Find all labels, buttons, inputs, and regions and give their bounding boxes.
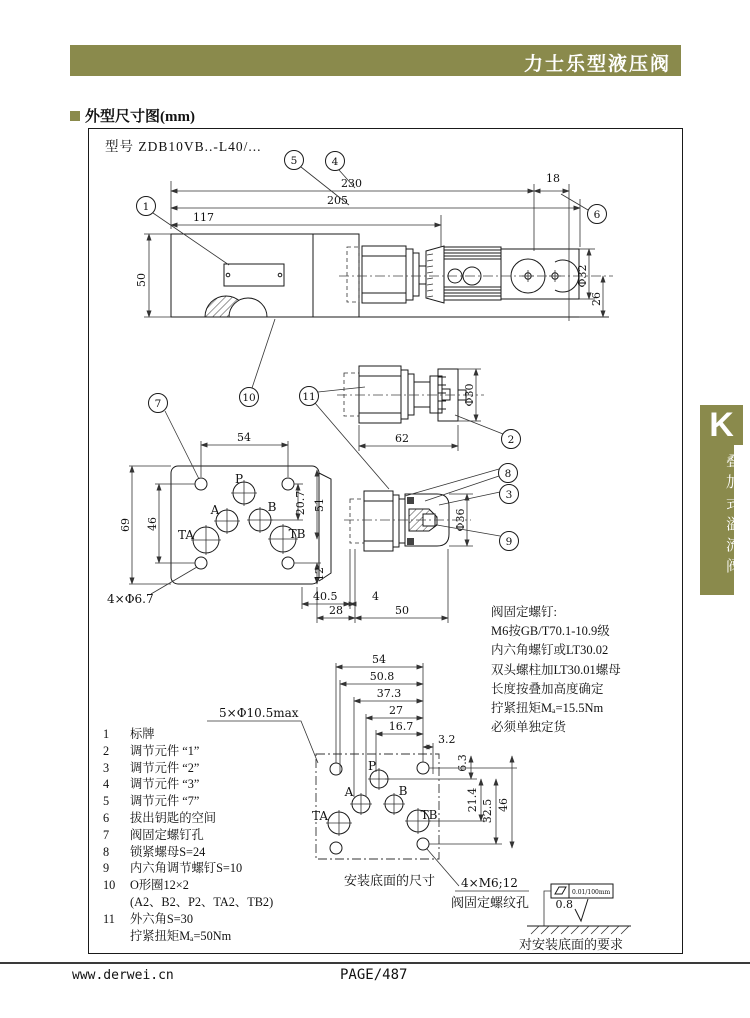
port-label-ta2: TA [311, 809, 329, 823]
legend-item: 11 外六角S=30 [103, 911, 193, 926]
dim-32-5: 32.5 [481, 798, 494, 824]
balloon-4 [326, 152, 345, 171]
balloon-5 [285, 151, 304, 170]
header-bar [70, 45, 681, 76]
dim-50b: 50 [395, 604, 409, 617]
svg-text:5: 5 [290, 155, 298, 167]
fix-note-line: 阀固定螺钉: [491, 605, 557, 619]
dim-6-3: 6.3 [456, 754, 469, 772]
drawing-area [88, 128, 683, 954]
fix-note-line: 必须单独定货 [491, 720, 567, 735]
dim-69: 69 [119, 518, 132, 532]
dim-4: 4 [372, 590, 379, 603]
roughness-value: 0.8 [555, 898, 573, 911]
legend-item: 3 调节元件 “2” [103, 760, 200, 775]
balloon-7 [149, 394, 168, 413]
fix-note-line: 内六角螺钉或LT30.02 [491, 643, 609, 658]
dim-27: 27 [389, 704, 403, 717]
square-bullet-icon [70, 111, 80, 121]
legend-item: 1 标牌 [103, 727, 155, 741]
dim-62: 62 [395, 432, 409, 445]
dim-b54: 54 [372, 653, 386, 666]
legend-list [101, 726, 331, 944]
balloon-8 [499, 464, 518, 483]
svg-text:3: 3 [505, 489, 513, 501]
thread-caption: 阀固定螺纹孔 [451, 895, 530, 910]
port-label-p2: P [367, 759, 377, 773]
dim-205: 205 [327, 194, 348, 207]
svg-text:7: 7 [154, 398, 162, 410]
footer-website: www.derwei.cn [72, 968, 174, 983]
legend-item: 7 阀固定螺钉孔 [103, 827, 204, 842]
dim-16-7: 16.7 [388, 720, 414, 733]
balloon-9 [500, 532, 519, 551]
page-title: 力士乐型液压阀 [523, 54, 671, 75]
port-label-p: P [234, 472, 244, 486]
dim-b46: 46 [497, 798, 510, 812]
side-tab-label: 叠加式溢流阀 [724, 453, 740, 579]
dim-phi32: Φ32 [576, 264, 589, 288]
dim-37-3: 37.3 [376, 687, 402, 700]
balloon-11 [300, 387, 319, 406]
legend-item: 5 调节元件 “7” [103, 794, 200, 809]
port-label-b: B [267, 500, 277, 514]
side-tab[interactable] [700, 445, 740, 595]
port-label-a2: A [344, 785, 354, 799]
dim-230: 230 [341, 177, 362, 190]
footer-page-number: PAGE/487 [340, 967, 408, 983]
bottom-view-caption: 安装底面的尺寸 [344, 873, 436, 888]
port-label-ta: TA [177, 528, 195, 542]
footer-divider [0, 962, 750, 964]
legend-item: 8 锁紧螺母S=24 [103, 844, 206, 859]
port-label-a: A [210, 503, 220, 517]
legend-item: 4 调节元件 “3” [103, 777, 200, 792]
dim-3-2: 3.2 [438, 733, 456, 746]
section-view-linework [344, 491, 471, 551]
svg-text:6: 6 [593, 209, 601, 221]
fix-note-line: 双头螺柱加LT30.01螺母 [491, 662, 621, 677]
legend-item: 9 内六角调节螺钉S=10 [103, 861, 243, 876]
dim-50-8: 50.8 [369, 670, 395, 683]
port-label-tb2: TB [420, 808, 438, 822]
dim-18: 18 [546, 172, 560, 185]
svg-text:11: 11 [302, 391, 316, 403]
balloon-leaders [153, 167, 588, 536]
dim-20-7: 20.7 [294, 490, 307, 516]
thread-label: 4×M6;12 [461, 876, 518, 890]
side-tab-letter[interactable]: K [700, 405, 743, 445]
mid-view-dimensions [359, 369, 481, 451]
svg-text:8: 8 [504, 468, 512, 480]
legend-item: 拧紧扭矩Mₐ=50Nm [130, 928, 232, 943]
surface-requirement [519, 884, 631, 952]
top-view-linework [171, 234, 613, 317]
balloon-6 [588, 205, 607, 224]
dim-12: 12 [313, 567, 326, 581]
fix-note-line: M6按GB/T70.1-10.9级 [491, 624, 610, 639]
legend-item: 10 O形圈12×2 [103, 878, 189, 893]
legend-item: 6 拔出钥匙的空间 [103, 810, 217, 825]
dim-54: 54 [237, 431, 251, 444]
section-heading [70, 105, 195, 126]
hole-label-5xphi10-5: 5×Φ10.5max [219, 706, 299, 720]
svg-text:4: 4 [331, 156, 339, 168]
balloon-10 [240, 388, 259, 407]
mid-view-linework [337, 366, 484, 423]
flatness-value: 0.01/100mm [572, 889, 611, 896]
legend-item: 2 调节元件 “1” [103, 743, 200, 758]
balloon-1 [137, 197, 156, 216]
dim-46: 46 [146, 517, 159, 531]
port-label-b2: B [398, 784, 408, 798]
dim-117: 117 [193, 211, 214, 224]
balloon-3 [500, 485, 519, 504]
svg-text:1: 1 [142, 201, 150, 213]
balloon-2 [502, 430, 521, 449]
port-label-tb: TB [288, 527, 306, 541]
dim-21-4: 21.4 [466, 787, 479, 813]
fix-note-line: 拧紧扭矩Mₐ=15.5Nm [491, 701, 604, 716]
surface-caption: 对安装底面的要求 [519, 937, 624, 952]
dim-50: 50 [135, 273, 148, 287]
bottom-view-linework [316, 754, 439, 859]
section-title: 外型尺寸图(mm) [85, 109, 195, 125]
dim-51: 51 [313, 498, 326, 512]
svg-text:9: 9 [505, 536, 513, 548]
dim-26: 26 [590, 292, 603, 306]
model-number: 型号 ZDB10VB..-L40/... [105, 139, 262, 154]
legend-item: (A2、B2、P2、TA2、TB2) [130, 894, 274, 909]
fix-note-line: 长度按叠加高度确定 [491, 681, 604, 696]
svg-text:2: 2 [507, 434, 515, 446]
dim-phi30: Φ30 [463, 383, 476, 407]
dim-28: 28 [329, 604, 343, 617]
svg-text:10: 10 [242, 392, 256, 404]
hole-label-4xphi6-7: 4×Φ6.7 [107, 592, 154, 606]
fixing-screw-note [491, 603, 676, 737]
dim-phi36: Φ36 [454, 508, 467, 532]
dim-40-5: 40.5 [313, 590, 338, 603]
